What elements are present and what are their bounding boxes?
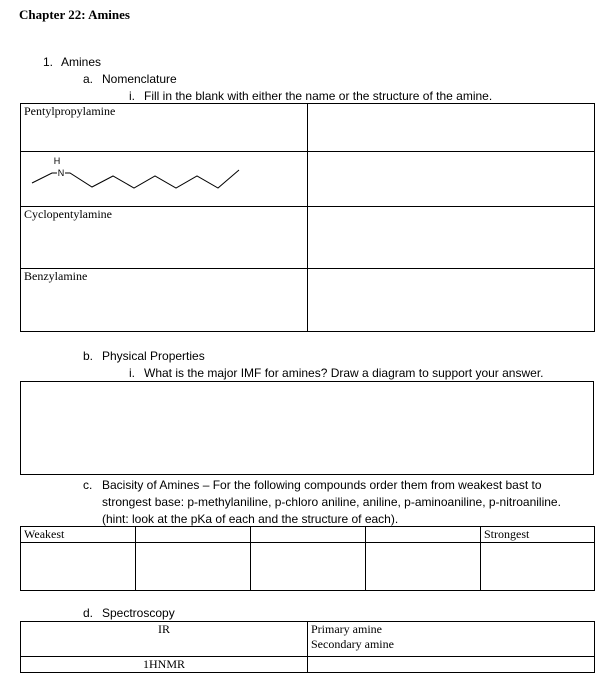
- table-row: [21, 543, 595, 591]
- ranking-cell[interactable]: [251, 543, 366, 591]
- imf-answer-box[interactable]: [20, 381, 594, 475]
- header-cell: [251, 527, 366, 543]
- strongest-label: Strongest: [484, 527, 530, 541]
- header-cell: [136, 527, 251, 543]
- amine-name-cell: [21, 207, 308, 269]
- section-title: Amines: [61, 55, 102, 69]
- ranking-cell[interactable]: [21, 543, 136, 591]
- secondary-amine-label: Secondary amine: [311, 637, 394, 651]
- table-row: [21, 152, 595, 207]
- amine-name-cell: [21, 269, 308, 332]
- basicity-line-3: (hint: look at the pKa of each and the structure of each).: [102, 512, 399, 526]
- ranking-cell[interactable]: [481, 543, 595, 591]
- weakest-label: Weakest: [24, 527, 65, 541]
- primary-amine-label: Primary amine: [311, 622, 382, 636]
- answer-cell[interactable]: [308, 152, 595, 207]
- hnmr-answer-cell[interactable]: [308, 657, 595, 673]
- answer-cell[interactable]: [308, 269, 595, 332]
- hnmr-cell: [21, 657, 308, 673]
- nomenclature-table: [20, 103, 595, 332]
- amine-type-cell: [308, 622, 595, 657]
- nomenclature-sub-numeral: i.: [129, 89, 135, 103]
- amine-name: Benzylamine: [24, 269, 88, 283]
- physical-question: What is the major IMF for amines? Draw a diagram to support your answer.: [144, 366, 544, 380]
- strongest-label-cell: [481, 527, 595, 543]
- amine-name-cell: [21, 104, 308, 152]
- physical-letter: b.: [83, 349, 94, 363]
- basicity-table: [20, 526, 595, 591]
- amine-structure-cell: [21, 152, 308, 207]
- basicity-line-2: strongest base: p-methylaniline, p-chloro aniline, aniline, p-aminoaniline, p-nitroaniline.: [102, 495, 561, 509]
- amine-structure-drawing: [30, 156, 270, 200]
- ir-cell: [21, 622, 308, 657]
- ranking-cell[interactable]: [136, 543, 251, 591]
- nomenclature-heading: Nomenclature: [102, 72, 177, 86]
- amine-name: Pentylpropylamine: [24, 104, 116, 118]
- table-row: [21, 527, 595, 543]
- answer-cell[interactable]: [308, 207, 595, 269]
- nomenclature-instruction: Fill in the blank with either the name or the structure of the amine.: [144, 89, 493, 103]
- spectroscopy-letter: d.: [83, 606, 94, 620]
- spectroscopy-heading: Spectroscopy: [102, 606, 175, 620]
- basicity-line-1: Bacisity of Amines – For the following compounds order them from weakest bast to: [102, 478, 542, 492]
- header-cell: [366, 527, 481, 543]
- hydrogen-atom: H: [53, 156, 61, 166]
- ir-label: IR: [158, 622, 170, 636]
- table-row: [21, 104, 595, 152]
- hnmr-label: 1HNMR: [142, 657, 185, 671]
- weakest-label-cell: [21, 527, 136, 543]
- amine-name: Cyclopentylamine: [24, 207, 112, 221]
- chapter-title: Chapter 22: Amines: [19, 7, 130, 22]
- ranking-cell[interactable]: [366, 543, 481, 591]
- table-row: [21, 269, 595, 332]
- basicity-letter: c.: [83, 478, 93, 492]
- table-row: [21, 207, 595, 269]
- table-row: [21, 622, 595, 657]
- spectroscopy-table: [20, 621, 595, 673]
- physical-sub-numeral: i.: [129, 366, 135, 380]
- table-row: [21, 657, 595, 673]
- answer-cell[interactable]: [308, 104, 595, 152]
- nitrogen-atom: N: [57, 168, 65, 178]
- nomenclature-letter: a.: [83, 72, 94, 86]
- section-number: 1.: [43, 55, 54, 69]
- physical-heading: Physical Properties: [102, 349, 205, 363]
